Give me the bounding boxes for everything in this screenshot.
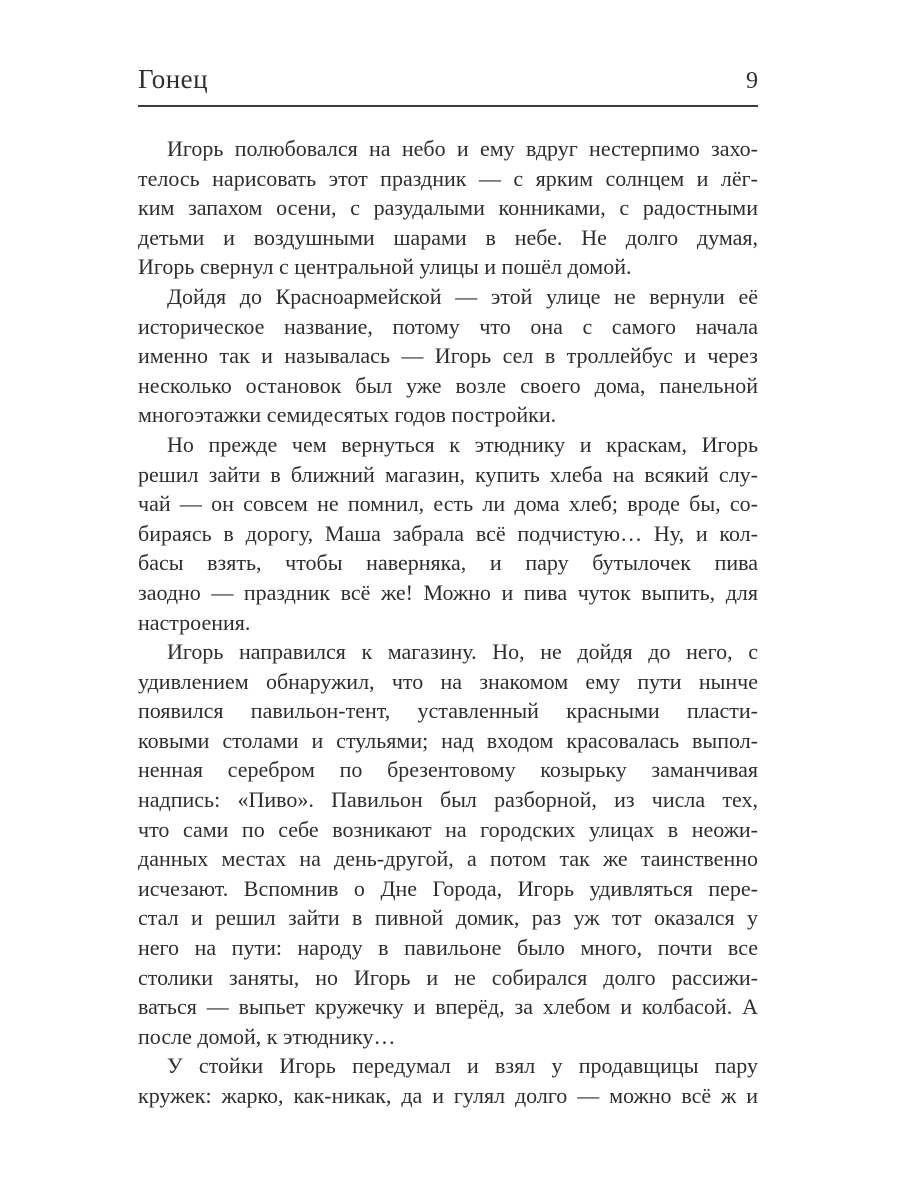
paragraph	[138, 430, 758, 637]
paragraph	[138, 637, 758, 1051]
text-line: ковыми столами и стульями; над входом красовалась выпол-	[138, 727, 758, 753]
text-line: столики заняты, но Игорь и не собирался долго рассижи-	[138, 964, 758, 990]
text-line: ваться — выпьет кружечку и вперёд, за хлебом и колбасой. А	[138, 994, 758, 1020]
paragraph	[138, 134, 758, 282]
text-line: Игорь полюбовался на небо и ему вдруг нестерпимо захо-	[167, 136, 758, 161]
text-line: историческое название, потому что она с самого начала	[138, 313, 758, 339]
text-line: удивлением обнаружил, что на знакомом ему пути нынче	[138, 668, 758, 694]
text-line: Игорь направился к магазину. Но, не дойдя до него, с	[167, 639, 758, 665]
text-line: появился павильон-тент, уставленный красными пласти-	[138, 698, 758, 724]
text-line: чай — он совсем не помнил, есть ли дома хлеб; вроде бы, со-	[138, 491, 758, 517]
text-line: ким запахом осени, с разудалыми конниками, с радостными	[138, 195, 758, 221]
text-line: басы взять, чтобы наверняка, и пару бутылочек пива	[138, 550, 758, 576]
text-line: данных местах на день-другой, а потом так же таинственно	[138, 846, 758, 872]
text-line: именно так и называлась — Игорь сел в троллейбус и через	[138, 343, 758, 369]
text-line: бираясь в дорогу, Маша забрала всё подчистую… Ну, и кол-	[138, 520, 758, 546]
text-line: после домой, к этюднику…	[138, 1023, 396, 1049]
body-text	[138, 134, 758, 1111]
text-line: кружек: жарко, как-никак, да и гулял долго — можно всё ж и	[138, 1083, 758, 1108]
text-line: Дойдя до Красноармейской — этой улице не вернули её	[167, 283, 758, 309]
text-line: стал и решил зайти в пивной домик, раз уж тот оказался у	[138, 905, 758, 931]
paragraph	[138, 1051, 758, 1110]
text-line: детьми и воздушными шарами в небе. Не долго думая,	[138, 224, 758, 250]
text-line: что сами по себе возникают на городских улицах в неожи-	[138, 816, 758, 842]
header-rule	[138, 105, 758, 107]
page-number: 9	[746, 68, 758, 94]
text-line: исчезают. Вспомнив о Дне Города, Игорь удивляться пере-	[138, 875, 758, 901]
text-line: несколько остановок был уже возле своего дома, панельной	[138, 372, 758, 398]
text-line: Но прежде чем вернуться к этюднику и краскам, Игорь	[167, 431, 758, 457]
text-line: Игорь свернул с центральной улицы и пошёл домой.	[138, 254, 632, 280]
text-line: У стойки Игорь передумал и взял у продавщицы пару	[167, 1053, 758, 1079]
text-line: него на пути: народу в павильоне было много, почти все	[138, 935, 758, 961]
text-line: заодно — праздник всё же! Можно и пива чуток выпить, для	[138, 579, 758, 605]
text-line: надпись: «Пиво». Павильон был разборной, из числа тех,	[138, 787, 758, 813]
text-line: настроения.	[138, 609, 251, 635]
text-line: телось нарисовать этот праздник — с ярким солнцем и лёг-	[138, 165, 758, 191]
running-header-title: Гонец	[138, 64, 209, 94]
paragraph	[138, 282, 758, 430]
text-line: ненная серебром по брезентовому козырьку заманчивая	[138, 757, 758, 783]
text-line: многоэтажки семидесятых годов постройки.	[138, 402, 557, 428]
running-header	[138, 63, 758, 97]
text-line: решил зайти в ближний магазин, купить хлеба на всякий слу-	[138, 461, 758, 487]
page-content	[138, 63, 758, 1111]
